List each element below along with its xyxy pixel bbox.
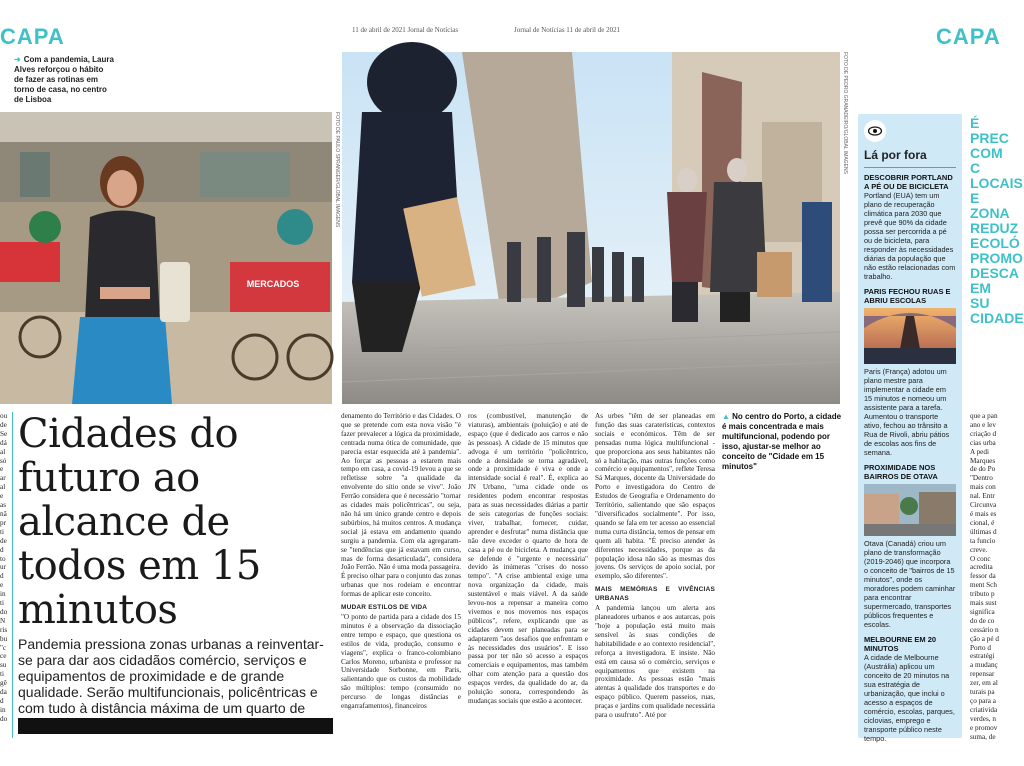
folio-right: Jornal de Notícias 11 de abril de 2021 bbox=[514, 26, 621, 34]
folio-left: 11 de abril de 2021 Jornal de Notícias bbox=[352, 26, 459, 34]
sidebar-item-melbourne-text: A cidade de Melbourne (Austrália) aplicou um conceito de 20 minutos na sua estratégia de urbanização, que inclui o acesso a espaços de comércio, escolas, parques, ciclovias, emprego e transporte público neste tempo. bbox=[864, 653, 955, 743]
column-3-subhead: MAIS MEMÓRIAS E VIVÊNCIAS URBANAS bbox=[595, 586, 715, 603]
arrow-up-icon: ➜ bbox=[14, 55, 21, 64]
sidebar-item-portland-head: DESCOBRIR PORTLAND A PÉ OU DE BICICLETA bbox=[864, 173, 953, 191]
cart-sign-2: MERCADOS bbox=[246, 279, 300, 289]
lede-bottom-bar bbox=[18, 718, 333, 734]
pull-quote bbox=[722, 412, 842, 472]
article-column-1 bbox=[341, 412, 461, 738]
photo-caption-text: Com a pandemia, Laura Alves reforçou o hábito de fazer as rotinas em torno de casa, no centro de Lisboa bbox=[14, 55, 114, 104]
left-margin-text: ou de Se dá al só e ar al e as nã pr ti de d to ur d e in ti do N ris bu "c ce su ti gê da d in do bbox=[0, 412, 8, 723]
column-2-text: ros (combustível, manutenção de viaturas), ambientais (poluição) e até de espaço (que é dedicado aos carros e não às pessoas). A cidade de 15 minutos que advoga é um território "policêntrico, onde a densidade se torna agradável, onde a proximidade é viva e onde a intensidade social é real". É, explica ao JN Urbano, "uma cidade onde os residentes podem encontrar respostas para as suas necessidades diárias a partir de seis categorias de funções sociais: viver, trabalhar, fornecer, cuidar, aprender e desfrutar" numa distância que não deve exceder o quarto de hora de casa a pé ou de bicicleta. A mudança que se defende é "urgente e necessária" devido às inúmeras "crises do nosso tempo". "A crise ambiental exige uma nova organização da cidade, mais sustentável e mais viável. A da saúde levou-nos a repensar a maneira como vivemos e nos movemos nos espaços públicos", refere, explicando que as cidades devem ser planeadas para se adaptarem "aos desafios que enfrentam e às necessidades dos usuários". E isso passa por ter não só acesso a espaços comerciais e equipamentos, mas também olhar com atenção para a questão dos espaços verdes, da qualidade do ar, da poluição sonora, correspondendo às mudanças sociais que estão a acontecer. bbox=[468, 412, 588, 705]
photo-credit-2: FOTO DE PEDRO GRANADEIRO/GLOBAL IMAGENS bbox=[842, 52, 848, 174]
section-label-left: CAPA bbox=[0, 24, 65, 49]
paris-photo bbox=[864, 308, 956, 364]
article-headline: Cidades do futuro ao alcance de todos em 15 minutos bbox=[18, 411, 261, 633]
column-1-text: denamento do Território e das Cidades. O que se pretende com esta nova visão "é fazer prevalecer a lógica da proximidade, centrada numa ótica de comunidade, que parecia estar esquecida até à pandemia". Ao forçar as pessoas a estarem mais tempo em casa, a covid-19 levou a que se refletisse sobre "a qualidade da envolvente do sítio onde se vive". João Ferrão considera que é necessário "tornar as cidades mais policêntricas", ou seja, não há um único grande centro e depois subúrbios, há muitos centros. A mudança social já estava em andamento quando surgiu a pandemia. Com ela agregaram-se "tendências que já estavam em curso, mas de forma desarticulada", considera João Ferrão. Não é uma moda passageira. É preciso olhar para o conjunto das zonas urbanas que nos rodeiam e encontrar formas de aplicar este conceito. bbox=[341, 412, 461, 599]
pull-quote-text: No centro do Porto, a cidade é mais concentrada e mais multifuncional, podendo por isso, ajustar-se melhor ao conceito de "Cidade em 15 minutos" bbox=[722, 412, 842, 471]
column-divider bbox=[12, 412, 13, 738]
market-photo-illustration bbox=[0, 112, 332, 404]
column-3-text-b: A pandemia lançou um alerta aos planeadores urbanos e aos autarcas, pois "hoje a população está muito mais sensível às suas condições de habitabilidade e ao contexto residencial", reforça a investigadora. E insiste. Não está em causa só o comércio, serviços e equipamentos que existem na proximidade. As pessoas estão "mais atentas à qualidade dos transportes e do espaço público. Querem passeios, ruas, praças e jardins com qualidade necessária para o usufruto". Até por bbox=[595, 604, 715, 720]
sidebar-divider bbox=[864, 167, 956, 168]
sidebar-item-paris-head: PARIS FECHOU RUAS E ABRIU ESCOLAS bbox=[864, 287, 951, 305]
photo-caption bbox=[14, 55, 114, 105]
sidebar-item-melbourne-head: MELBOURNE EM 20 MINUTOS bbox=[864, 635, 937, 653]
sidebar-la-por-fora bbox=[858, 114, 962, 743]
photo-market bbox=[0, 112, 332, 404]
photo-credit-1: FOTO DE PAULO SPRANGER/GLOBAL IMAGENS bbox=[334, 112, 340, 228]
right-strip-column: que a pan ano e lev criação d cias urba A pedi Marques de do Po "Dentro mais con nal. Entr Circunva é mais es cional, é últimas d ta funcio creve. O conc acredita fessor da ment Sch tributo p mais sust significa do de co cessário n ção a pé d Porto d estratégi a mudanç repensar zer, em al turais pa ço para a criativida verdes, n e promov suma, de bbox=[970, 412, 999, 741]
article-column-3 bbox=[595, 412, 715, 738]
sidebar-item-otava-head: PROXIMIDADE NOS BAIRROS DE OTAVA bbox=[864, 463, 938, 481]
article-column-2 bbox=[468, 412, 588, 738]
arrow-up-icon: ▲ bbox=[722, 412, 733, 421]
section-label-right: CAPA bbox=[936, 24, 1001, 49]
column-3-text: As urbes "têm de ser planeadas em função das suas caraterísticas, contextos sociais e económicos. Têm de ser pensadas numa lógica multifuncional - que proporciona aos seus habitantes não só a habitação, mas outras funções como comércio e equipamentos", reflete Teresa Sá Marques, docente da Universidade do Porto e investigadora do Centro de Estudos de Geografia e Ordenamento do Território, salientando que são espaços "diversificados socialmente". Por isso, quando se fala em ter acesso ao essencial numa curta distância, temos de pensar em quem ali habita. "É preciso atender às diferentes necessidades, porque as da população idosa não são as mesmas dos jovens. Os serviços de apoio social, por exemplo, são diferentes". bbox=[595, 412, 715, 581]
eye-icon bbox=[864, 120, 886, 142]
otava-photo bbox=[864, 484, 956, 536]
sidebar-item-portland-text: Portland (EUA) tem um plano de recuperação climática para 2030 que prevê que 90% da cidade possa ser percorrida a pé ou de bicicleta, para responder às necessidades diárias da população que não estão relacionadas com trabalho. bbox=[864, 191, 956, 281]
sidebar-item-otava-text: Otava (Canadá) criou um plano de transformação (2019-2046) que incorpora o conceito de "bairros de 15 minutos", onde os moradores podem caminhar para encontrar supermercado, transportes públicos frequentes e escolas. bbox=[864, 539, 956, 629]
sidebar-title: Lá por fora bbox=[864, 148, 927, 162]
street-photo-illustration bbox=[342, 52, 840, 404]
article-lede: Pandemia pressiona zonas urbanas a reinventar-se para dar aos cidadãos comércio, serviços e equipamentos de proximidade e de grande qualidade. Serão multifuncionais, policêntricas e com tudo à distância máxima de um quarto de bbox=[18, 636, 324, 716]
photo-street bbox=[342, 52, 840, 404]
column-1-text-b: "O ponto de partida para a cidade dos 15 minutos é a observação da dissociação entre tempo e espaço, que questiona os estilos de vida, produção, consumo e viagens", explica o franco-colombiano Carlos Moreno, urbanista e professor na Universidade Sorbonne, em Paris, salientando que os custos da mobilidade são múltiplos: tempo (consumido no percurso de longas distâncias e engarrafamentos), financeiros bbox=[341, 613, 461, 711]
sidebar-item-paris-text: Paris (França) adotou um plano mestre para implementar a cidade em 15 minutos e nomeou um assistente para a tarefa. Aumentou o transporte ativo, fechou ao trânsito a Rua de Rivoli, abriu pátios de escolas aos fins de semana. bbox=[864, 367, 950, 457]
right-strip-headline: É PREC COM C LOCAIS E ZONA REDUZ ECOLÓ PROMO DESCA EM SU CIDADE bbox=[970, 115, 1024, 326]
column-1-subhead: MUDAR ESTILOS DE VIDA bbox=[341, 604, 428, 612]
